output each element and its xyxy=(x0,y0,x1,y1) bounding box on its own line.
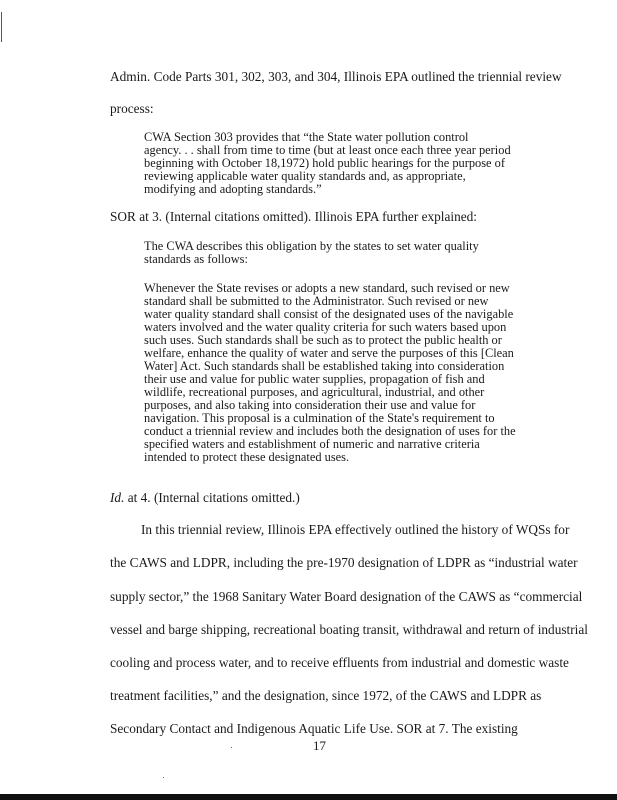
quote2b-line-8: their use and value for public water supplies, propagation of fish and xyxy=(144,372,485,386)
quote2b-line-7: Water] Act. Such standards shall be established taking into consideration xyxy=(144,359,505,373)
para2-line: SOR at 3. (Internal citations omitted). Illinois EPA further explained: xyxy=(110,209,477,224)
para3-line-7: Secondary Contact and Indigenous Aquatic Life Use. SOR at 7. The existing xyxy=(110,721,518,736)
scan-speck xyxy=(231,747,232,748)
scan-bottom-border xyxy=(0,794,617,800)
para3-line-1: In this triennial review, Illinois EPA effectively outlined the history of WQSs for xyxy=(141,522,570,537)
para3-line-4: vessel and barge shipping, recreational boating transit, withdrawal and return of industrial xyxy=(110,622,588,637)
para1-line-1: Admin. Code Parts 301, 302, 303, and 304, Illinois EPA outlined the triennial review xyxy=(110,69,562,84)
quote2b-line-2: standard shall be submitted to the Administrator. Such revised or new xyxy=(144,294,489,308)
para3-line-3: supply sector,” the 1968 Sanitary Water Board designation of the CAWS as “commercial xyxy=(110,589,583,604)
quote2b-line-6: welfare, enhance the quality of water and serve the purposes of this [Clean xyxy=(144,346,514,360)
quote2b-line-11: navigation. This proposal is a culmination of the State's requirement to xyxy=(144,411,495,425)
citation-rest: at 4. (Internal citations omitted.) xyxy=(124,490,300,505)
quote2b-line-13: specified waters and establishment of numeric and narrative criteria xyxy=(144,437,480,451)
para1-line-2: process: xyxy=(110,101,154,116)
quote2b-line-12: conduct a triennial review and includes both the designation of uses for the xyxy=(144,424,516,438)
page-number: 17 xyxy=(313,738,326,753)
quote2a-line-2: standards as follows: xyxy=(144,252,248,266)
quote2b-line-14: intended to protect these designated uses. xyxy=(144,450,350,464)
quote1-line-4: reviewing applicable water quality standards and, as appropriate, xyxy=(144,169,466,183)
quote2b-line-10: purposes, and also taking into consideration their use and value for xyxy=(144,398,476,412)
quote1-line-3: beginning with October 18,1972) hold public hearings for the purpose of xyxy=(144,156,505,170)
quote1-line-5: modifying and adopting standards.” xyxy=(144,182,322,196)
quote1-line-1: CWA Section 303 provides that “the State water pollution control xyxy=(144,130,469,144)
id-citation-label: Id. xyxy=(110,490,125,505)
quote2b-line-9: wildlife, recreational purposes, and agricultural, industrial, and other xyxy=(144,385,485,399)
para3-line-6: treatment facilities,” and the designation, since 1972, of the CAWS and LDPR as xyxy=(110,688,542,703)
citation-line xyxy=(110,490,300,506)
para3-line-5: cooling and process water, and to receive effluents from industrial and domestic waste xyxy=(110,655,569,670)
quote2b-line-1: Whenever the State revises or adopts a new standard, such revised or new xyxy=(144,281,510,295)
quote2b-line-5: such uses. Such standards shall be such as to protect the public health or xyxy=(144,333,502,347)
quote2a-line-1: The CWA describes this obligation by the states to set water quality xyxy=(144,239,479,253)
scan-speck xyxy=(163,777,164,778)
quote2b-line-3: water quality standard shall consist of the designated uses of the navigable xyxy=(144,307,514,321)
para3-line-2: the CAWS and LDPR, including the pre-1970 designation of LDPR as “industrial water xyxy=(110,555,578,570)
quote1-line-2: agency. . . shall from time to time (but at least once each three year period xyxy=(144,143,511,157)
quote2b-line-4: waters involved and the water quality criteria for such waters based upon xyxy=(144,320,507,334)
scan-edge-mark xyxy=(1,12,2,42)
